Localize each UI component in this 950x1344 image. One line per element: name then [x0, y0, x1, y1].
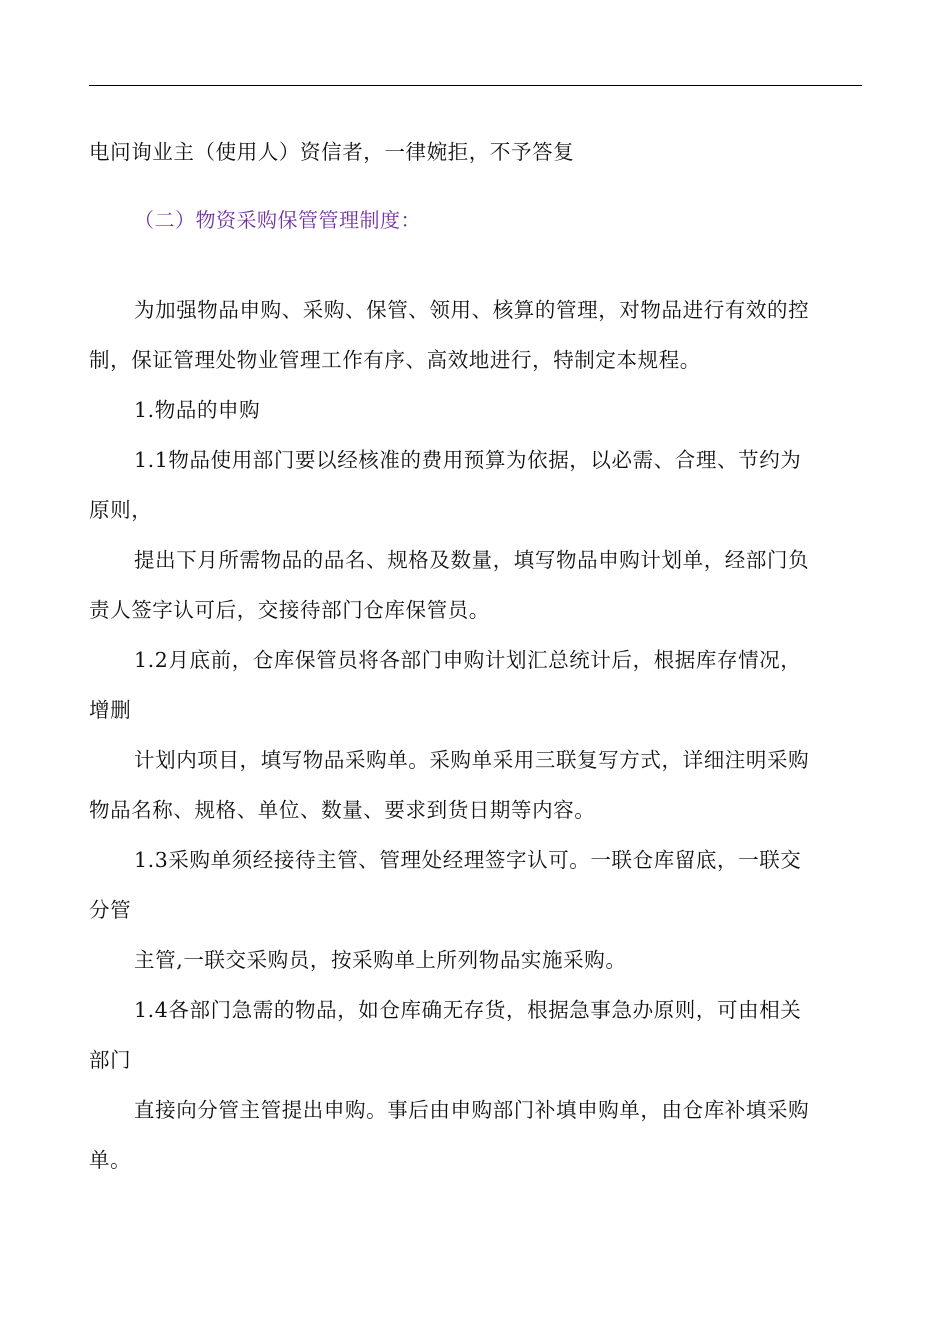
paragraph-line: 1.4各部门急需的物品，如仓库确无存货，根据急事急办原则，可由相关	[134, 998, 802, 1022]
paragraph-line: 单。	[89, 1148, 132, 1172]
paragraph-line: 主管,一联交采购员，按采购单上所列物品实施采购。	[134, 948, 627, 972]
paragraph-line: 部门	[89, 1048, 132, 1072]
paragraph-line: 1.3采购单须经接待主管、管理处经理签字认可。一联仓库留底，一联交	[134, 848, 802, 872]
section-heading: （二）物资采购保管管理制度：	[134, 208, 421, 232]
paragraph-line: 直接向分管主管提出申购。事后由申购部门补填申购单，由仓库补填采购	[134, 1098, 810, 1122]
paragraph-line: 责人签字认可后，交接待部门仓库保管员。	[89, 598, 490, 622]
list-item-heading: 1.物品的申购	[134, 398, 261, 422]
paragraph-line: 制，保证管理处物业管理工作有序、高效地进行，特制定本规程。	[89, 348, 701, 372]
paragraph-line: 物品名称、规格、单位、数量、要求到货日期等内容。	[89, 798, 596, 822]
paragraph-line: 增删	[89, 698, 132, 722]
paragraph-line: 计划内项目，填写物品采购单。采购单采用三联复写方式，详细注明采购	[134, 748, 810, 772]
paragraph-line: 1.2月底前，仓库保管员将各部门申购计划汇总统计后，根据库存情况，	[134, 648, 802, 672]
paragraph-line: 提出下月所需物品的品名、规格及数量，填写物品申购计划单，经部门负	[134, 548, 810, 572]
paragraph-line: 为加强物品申购、采购、保管、领用、核算的管理，对物品进行有效的控	[134, 298, 810, 322]
paragraph-line: 原则，	[89, 498, 153, 522]
paragraph-line: 分管	[89, 898, 132, 922]
paragraph-line: 1.1物品使用部门要以经核准的费用预算为依据，以必需、合理、节约为	[134, 448, 802, 472]
header-rule	[89, 85, 862, 86]
paragraph-line: 电问询业主（使用人）资信者，一律婉拒，不予答复	[89, 140, 575, 164]
